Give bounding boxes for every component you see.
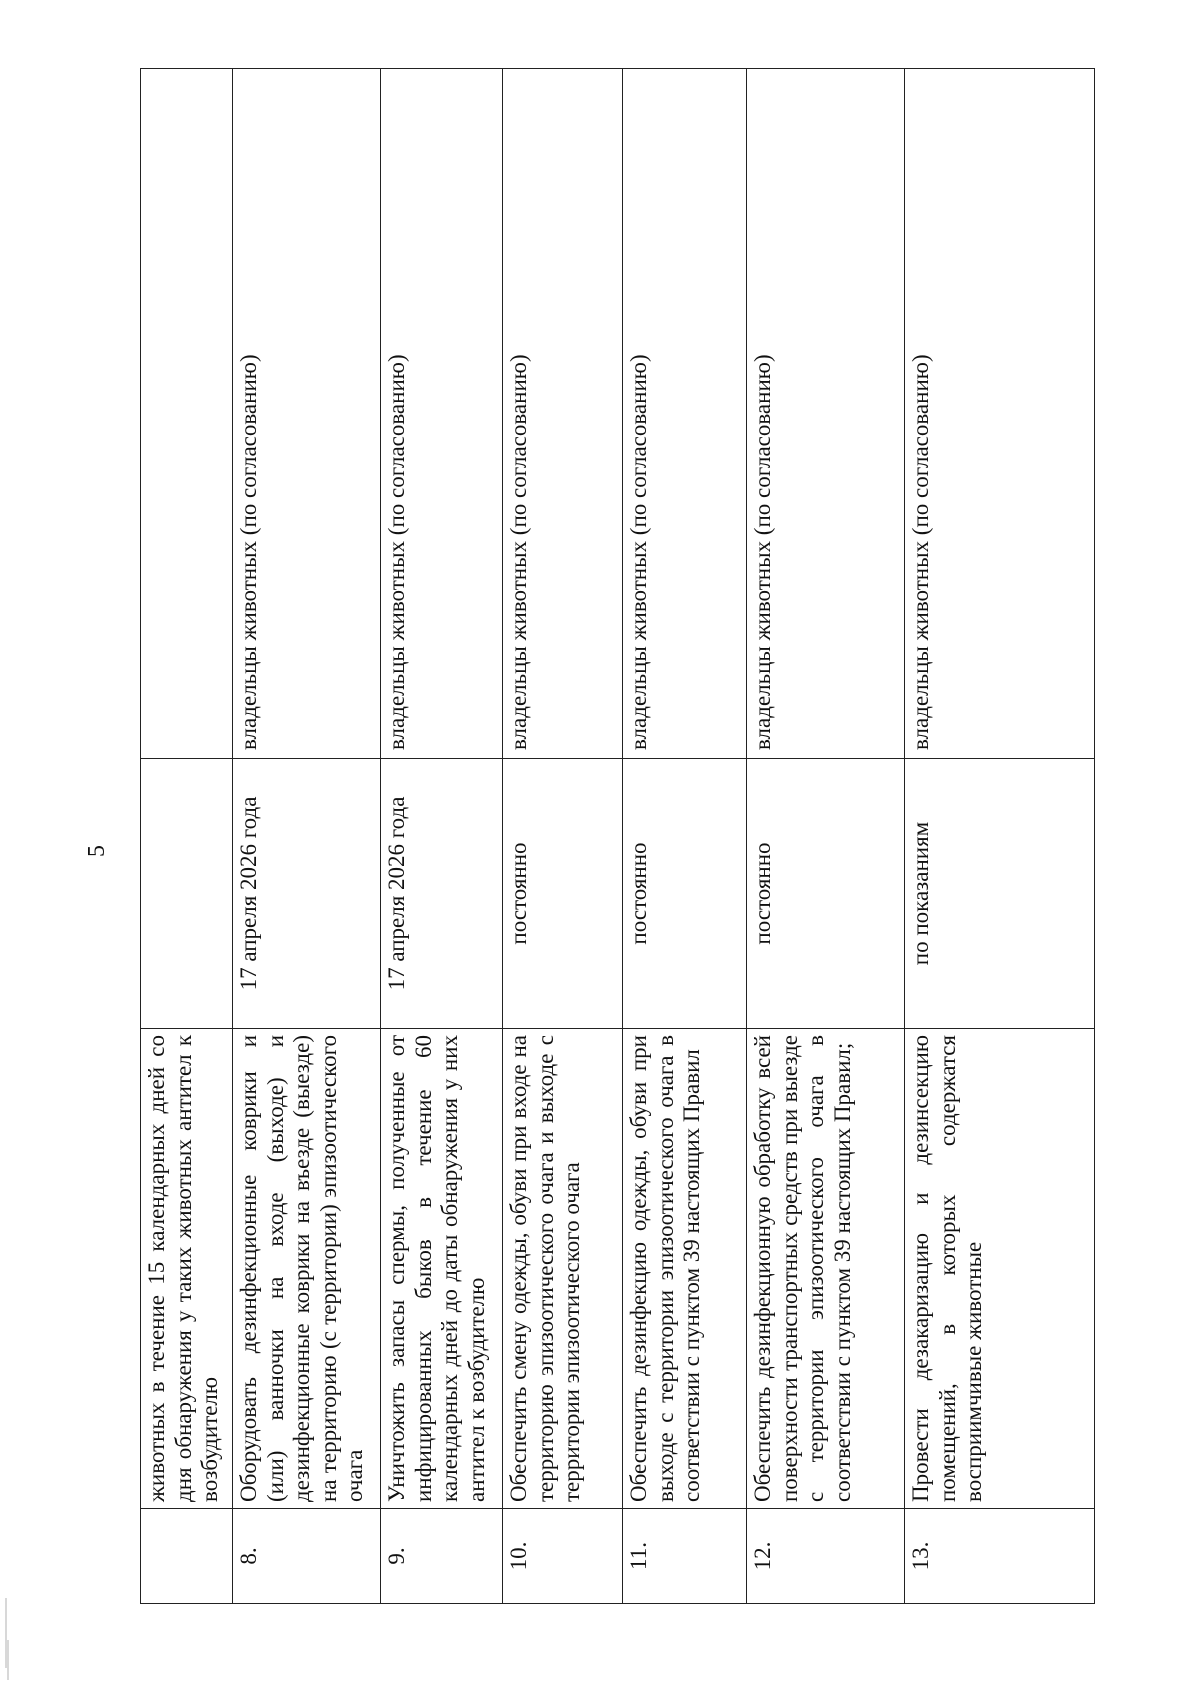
row-term	[141, 759, 233, 1029]
row-action: Обеспечить дезинфекцию одежды, обуви при выходе с территории эпизоотического очага в соответствии с пунктом 39 настоящих Правил	[623, 1029, 747, 1509]
row-number: 11.	[623, 1509, 747, 1604]
page-number: 5	[84, 845, 110, 857]
row-term: постоянно	[747, 759, 905, 1029]
row-number: 10.	[503, 1509, 623, 1604]
row-responsible: владельцы животных (по согласованию)	[503, 69, 623, 759]
row-responsible: владельцы животных (по согласованию)	[623, 69, 747, 759]
table-row	[233, 69, 381, 1604]
row-action: Уничтожить запасы спермы, полученные от инфицированных быков в течение 60 календарных дней до даты обнаружения у них антител к возбудителю	[381, 1029, 503, 1509]
table-row	[381, 69, 503, 1604]
row-responsible: владельцы животных (по согласованию)	[233, 69, 381, 759]
row-action: животных в течение 15 календарных дней со дня обнаружения у таких животных антител к возбудителю	[141, 1029, 233, 1509]
table-row	[141, 69, 233, 1604]
table-row	[503, 69, 623, 1604]
row-number: 9.	[381, 1509, 503, 1604]
row-action: Оборудовать дезинфекционные коврики и (или) ванночки на входе (выходе) и дезинфекционные коврики на въезде (выезде) на территорию (с территории) эпизоотического очага	[233, 1029, 381, 1509]
row-term: 17 апреля 2026 года	[233, 759, 381, 1029]
table-row	[623, 69, 747, 1604]
row-term: по показаниям	[905, 759, 1095, 1029]
row-term: постоянно	[503, 759, 623, 1029]
row-action: Обеспечить дезинфекционную обработку всей поверхности транспортных средств при выезде с территории эпизоотического очага в соответствии с пунктом 39 настоящих Правил;	[747, 1029, 905, 1509]
table-row	[747, 69, 905, 1604]
row-number: 13.	[905, 1509, 1095, 1604]
row-number: 12.	[747, 1509, 905, 1604]
row-action: Провести дезакаризацию и дезинсекцию помещений, в которых содержатся восприимчивые животные	[905, 1029, 1095, 1509]
scan-edge-mark	[7, 1640, 9, 1680]
rotated-table-container	[140, 69, 1094, 1604]
row-responsible: владельцы животных (по согласованию)	[381, 69, 503, 759]
row-responsible	[141, 69, 233, 759]
row-term: постоянно	[623, 759, 747, 1029]
row-number	[141, 1509, 233, 1604]
row-responsible: владельцы животных (по согласованию)	[747, 69, 905, 759]
row-responsible: владельцы животных (по согласованию)	[905, 69, 1095, 759]
table-row	[905, 69, 1095, 1604]
row-number: 8.	[233, 1509, 381, 1604]
row-term: 17 апреля 2026 года	[381, 759, 503, 1029]
row-action: Обеспечить смену одежды, обуви при входе на территорию эпизоотического очага и выходе с территории эпизоотического очага	[503, 1029, 623, 1509]
measures-table	[140, 68, 1095, 1604]
